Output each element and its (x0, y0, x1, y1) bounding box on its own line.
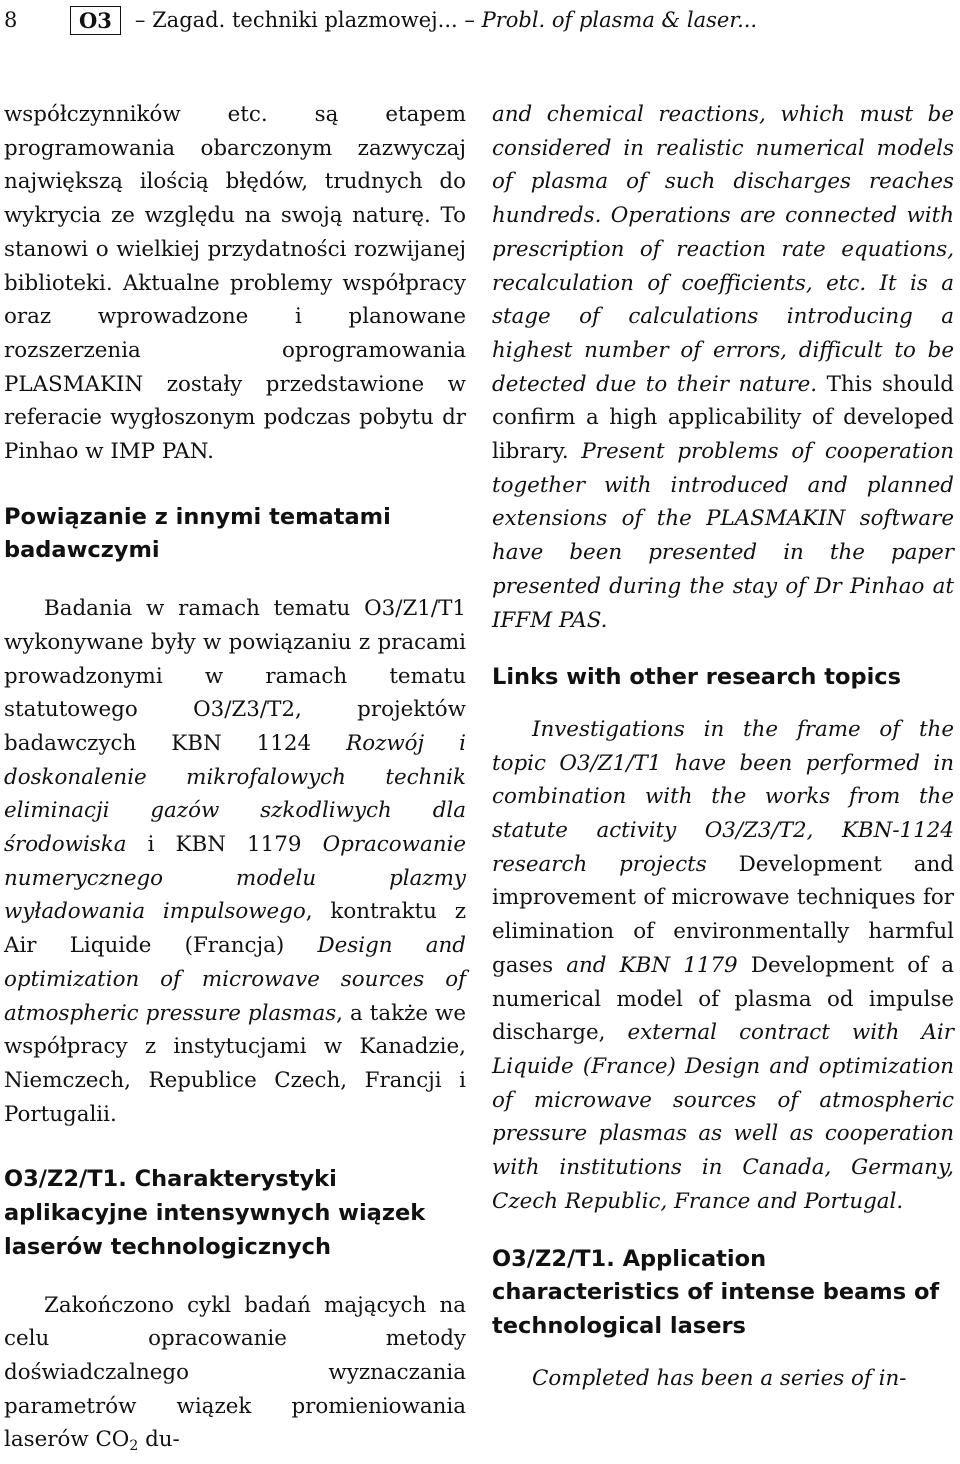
text-run-italic: and chemical reactions, which must be considered in realistic numerical models of plasma of such discharges reaches hundreds. Operations are connected with prescription of reaction rate equations, recalculation of coefficients, etc. It is a stage of calculations introducing a highest number of errors, difficult to be detected due to their nature. (492, 102, 954, 397)
subscript: 2 (129, 1438, 138, 1454)
paragraph-lasers-pl (4, 1289, 466, 1464)
heading-links-pl: Powiązanie z innymi tematami badawczymi (4, 501, 466, 568)
text-run: Development of a numerical model of plasma od impulse discharge, (492, 953, 954, 1045)
paragraph-links-pl (4, 592, 466, 1131)
text-run: i KBN 1179 (127, 832, 323, 857)
text-run: , a także we współpracy z instytucjami w Kanadzie, Niemczech, Republice Czech, Francji i Portugalii. (4, 1001, 466, 1127)
left-column-polish (4, 98, 466, 1464)
text-run: Zakończono cykl badań mających na celu opracowanie metody doświadczalnego wyznaczania parametrów wiązek promieniowania laserów CO (4, 1293, 466, 1453)
paragraph-plasmakin-pl: współczynników etc. są etapem programowania obarczonym zazwyczaj największą ilością błędów, trudnych do wykrycia ze względu na swoją naturę. To stanowi o wielkiej przydatności rozwijanej biblioteki. Aktualne problemy współpracy oraz wprowadzone i planowane rozszerzenia oprogramowania PLASMAKIN zostały przedstawione w referacie wygłoszonym podczas pobytu dr Pinhao w IMP PAN. (4, 98, 466, 469)
right-column-english (492, 98, 954, 1395)
text-run: Development and improvement of microwave techniques for elimination of environmentally harmful gases (492, 852, 954, 978)
paragraph-links-en (492, 713, 954, 1219)
heading-task-pl: O3/Z2/T1. Charakterystyki aplikacyjne intensywnych wiązek laserów technologicznych (4, 1163, 466, 1264)
text-run-italic: external contract with Air Liquide (France) Design and optimization of microwave sources of atmospheric pressure plasmas as well as cooperation with institutions in Canada, Germany, Czech Republic, France and Portugal. (492, 1020, 954, 1214)
text-run-italic: Present problems of cooperation together with introduced and planned extensions of the PLASMAKIN software have been presented in the paper presented during the stay of Dr Pinhao at IFFM PAS. (492, 439, 954, 633)
text-run-italic: and KBN 1179 (566, 953, 737, 978)
text-run-italic: Opracowanie numerycznego modelu plazmy wyładowania impulsowego (4, 832, 466, 924)
heading-links-en: Links with other research topics (492, 661, 954, 695)
text-run: , kontraktu z Air Liquide (Francja) (4, 899, 466, 958)
paragraph-lasers-en: Completed has been a series of in- (492, 1362, 954, 1396)
paragraph-plasmakin-en (492, 98, 954, 637)
text-run-italic: Investigations in the frame of the topic O3/Z1/T1 have been performed in combination with the works from the statute activity O3/Z3/T2, KBN-1124 research projects (492, 717, 954, 877)
text-run-italic: Design and optimization of microwave sources of atmospheric pressure plasmas (4, 933, 466, 1025)
header-title-polish: – Zagad. techniki plazmowej... – (135, 8, 475, 32)
text-run: du- (138, 1427, 180, 1452)
heading-task-en: O3/Z2/T1. Application characteristics of intense beams of technological lasers (492, 1243, 954, 1344)
text-run-italic: Rozwój i doskonalenie mikrofalowych technik eliminacji gazów szkodliwych dla środowiska (4, 731, 466, 857)
running-header (4, 4, 954, 36)
text-run: This should confirm a high applicability of developed library. (492, 372, 954, 464)
section-code-box: O3 (70, 6, 121, 35)
text-run: Badania w ramach tematu O3/Z1/T1 wykonywane były w powiązaniu z pracami prowadzonymi w ramach tematu statutowego O3/Z3/T2, projektów badawczych KBN 1124 (4, 596, 466, 756)
header-title-english: Probl. of plasma & laser... (482, 8, 758, 32)
page-number: 8 (4, 8, 70, 32)
